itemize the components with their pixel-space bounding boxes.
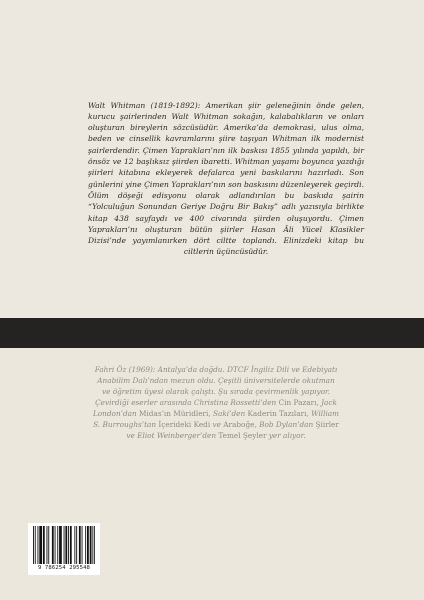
- translator-biography: [92, 365, 340, 441]
- barcode-bar: [57, 526, 58, 564]
- bio-separator: ve: [210, 419, 224, 429]
- barcode-bar: [79, 526, 81, 564]
- translator-bio-outro: yer alıyor.: [266, 430, 306, 440]
- barcode-bar: [59, 526, 62, 564]
- translator-bio-intro: Fahri Öz (1969): Antalya’da doğdu. DTCF İngiliz Dili ve Edebiyatı Anabilim Dalı’ndan mezun oldu. Çeşitli üniversitelerde okutman ve öğretim üyesi olarak çalıştı. Şu sırada çevirmenlik yapıyor. Çevirdiği eserler arasında Christina Rossetti’den: [94, 365, 338, 408]
- bio-separator: , William S. Burroughs’tan: [93, 408, 340, 429]
- book-title: Temel Şeyler: [218, 430, 267, 440]
- bio-separator: , Jack London’dan: [92, 398, 337, 418]
- barcode-bar: [43, 526, 45, 564]
- barcode-bar: [52, 526, 54, 564]
- barcode-bar: [38, 526, 39, 564]
- bio-separator: , Bob Dylan’dan: [254, 419, 316, 429]
- bio-separator: , Saki’den: [208, 408, 248, 418]
- barcode-bar: [48, 526, 49, 564]
- barcode-bar: [70, 526, 72, 564]
- barcode-bar: [74, 526, 75, 564]
- barcode-bar: [85, 526, 86, 564]
- dark-band: [0, 318, 424, 348]
- barcode-bar: [90, 526, 92, 564]
- barcode-bar: [39, 526, 42, 564]
- barcode-bar: [92, 526, 93, 564]
- book-title: Şiirler: [315, 419, 339, 429]
- isbn-number: 9 786254 295548: [37, 565, 91, 571]
- barcode-bar: [33, 526, 34, 564]
- barcode-bar: [65, 526, 67, 564]
- barcode-bar: [76, 526, 77, 564]
- barcode-bar: [87, 526, 89, 564]
- barcode-bar: [35, 526, 36, 564]
- book-title: İçerideki Kedi: [158, 419, 211, 429]
- book-title: Araboğe: [223, 419, 255, 429]
- barcode-bar: [82, 526, 83, 564]
- book-title: Midas’ın Müridleri: [139, 408, 209, 418]
- bio-separator: ve Eliot Weinberger’den: [126, 430, 219, 440]
- book-title: Cin Pazarı: [278, 398, 317, 408]
- barcode-bar: [55, 526, 56, 564]
- isbn-barcode: [28, 523, 100, 575]
- barcode-bar: [94, 526, 95, 564]
- barcode-bars: [33, 526, 95, 564]
- author-biography: Walt Whitman (1819-1892): Amerikan şiir geleneğinin önde gelen, kurucu şairlerinden Walt Whitman sokağın, kalabalıkların ve onları oluşturan bireylerin sözcüsüdür. Amerika’da demokrasi, ulus olma, beden ve cinsellik kavramlarını şiire taşıyan Whitman ilk modernist şairlerdendir. Çimen Yaprakları’nın ilk baskısı 1855 yılında yapıldı, bir önsöz ve 12 başlıksız şiirden ibaretti. Whitman yaşamı boyunca yazdığı şiirleri kitabına ekleyerek defalarca yeni baskılarını hazırladı. Son günlerini yine Çimen Yaprakları’nın son baskısını düzenleyerek geçirdi. Ölüm döşeği edisyonu olarak adlandırılan bu baskıda şairin “Yolculuğun Sonundan Geriye Doğru Bir Bakış” adlı yazısıyla birlikte kitap 438 sayfaydı ve 400 civarında şiirden oluşuyordu. Çimen Yaprakları’nı oluşturan bütün şiirler Hasan Âli Yücel Klasikler Dizisi’nde yayımlanırken dört ciltte toplandı. Elinizdeki kitap bu ciltlerin üçüncüsüdür.: [88, 100, 364, 257]
- barcode-bar: [47, 526, 48, 564]
- barcode-bar: [64, 526, 65, 564]
- barcode-bar: [68, 526, 69, 564]
- book-title: Kaderin Tazıları: [247, 408, 307, 418]
